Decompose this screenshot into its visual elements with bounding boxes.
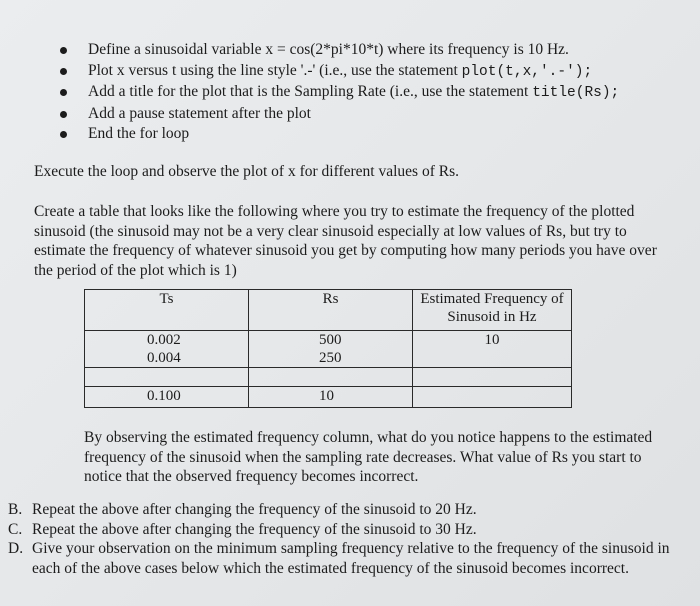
bullet-dot-icon [60,89,67,96]
bullet-item [60,61,690,83]
bullet-item [60,104,690,125]
bullet-dot-icon [60,68,67,75]
table-row [85,331,572,368]
bullet-text: Define a sinusoidal variable x = cos(2*pi*10*t) where its frequency is 10 Hz. [88,41,569,58]
header-rs: Rs [249,290,413,331]
cell-ts: 0.002 0.004 [85,331,249,368]
lettered-list [8,500,688,578]
frequency-table [84,289,572,408]
bullet-text: Add a pause statement after the plot [88,104,311,122]
create-table-paragraph: Create a table that looks like the following where you try to estimate the frequency of the plotted sinusoid (the sinusoid may not be a very clear sinusoid especially at low values of Rs, but try to estimate the frequency of whatever sinusoid you get by computing how many periods you have over the period of the plot which is 1) [34,203,657,279]
code-snippet: title(Rs); [532,85,620,101]
table-row [85,387,572,408]
instruction-bullets [60,40,690,145]
cell-estimated-frequency [413,387,572,408]
bullet-dot-icon [60,131,67,138]
cell-ts [85,368,249,387]
code-snippet: plot(t,x,'.-'); [461,63,593,80]
observe-paragraph: By observing the estimated frequency column, what do you notice happens to the estimated frequency of the sinusoid when the sampling rate decreases. What value of Rs you start to notice that the observed frequency becomes incorrect. [84,429,653,485]
bullet-text: End the for loop [88,125,190,142]
list-item-text: Repeat the above after changing the frequency of the sinusoid to 20 Hz. [32,501,477,518]
header-estimated-frequency: Estimated Frequency of Sinusoid in Hz [413,290,572,331]
cell-rs: 10 [249,387,413,408]
list-item [8,500,688,520]
cell-ts: 0.100 [85,387,249,408]
bullet-dot-icon [60,111,67,118]
bullet-dot-icon [60,47,67,54]
list-marker: B. [8,501,23,518]
bullet-text: Plot x versus t using the line style '.-' (i.e., use the statement [88,61,462,79]
bullet-item [60,124,690,145]
list-marker: C. [8,520,23,538]
cell-rs [249,368,413,387]
list-marker: D. [8,540,24,557]
list-item [8,520,688,540]
list-item-text: Repeat the above after changing the frequency of the sinusoid to 30 Hz. [32,520,477,538]
list-item-text: Give your observation on the minimum sampling frequency relative to the frequency of the sinusoid in each of the above cases below which the estimated frequency of the sinusoid becomes incorrect. [32,540,670,577]
bullet-text: Add a title for the plot that is the Sampling Rate (i.e., use the statement [88,83,533,100]
cell-estimated-frequency [413,368,572,387]
header-ts: Ts [85,290,249,331]
table-header-row [85,290,572,331]
list-item [8,539,688,578]
bullet-item [60,82,690,104]
cell-rs: 500 250 [249,331,413,368]
bullet-item [60,40,690,61]
cell-estimated-frequency: 10 [413,331,572,368]
table-row [85,368,572,387]
execute-paragraph: Execute the loop and observe the plot of x for different values of Rs. [34,163,459,180]
